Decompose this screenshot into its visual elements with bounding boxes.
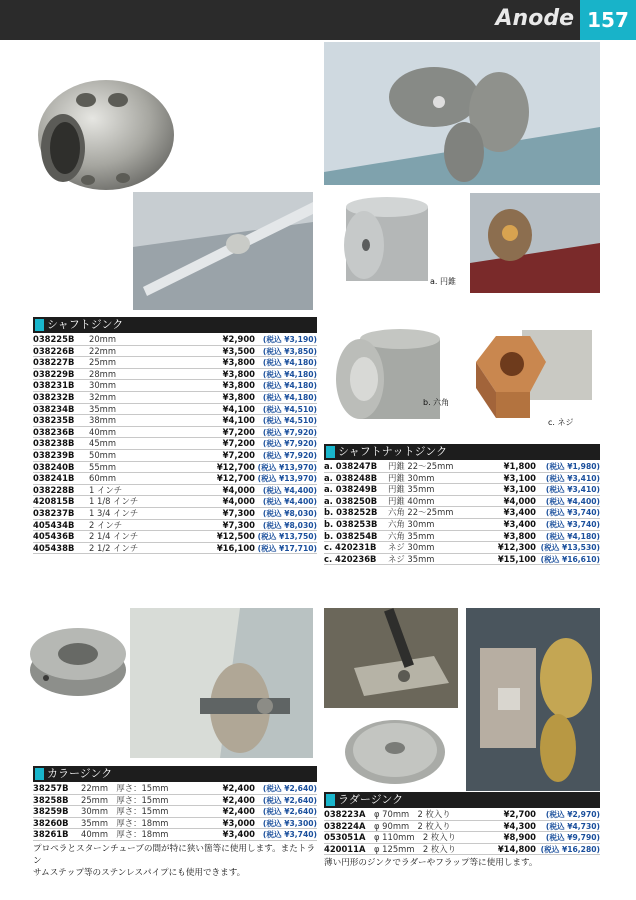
rudder-zinc-photo xyxy=(334,708,456,790)
table-row xyxy=(33,818,317,830)
hex-nut-zinc-photo xyxy=(330,325,455,435)
product-price: ¥3,800 xyxy=(222,357,255,368)
table-row xyxy=(33,346,317,358)
product-code: 38261B xyxy=(33,829,69,840)
product-code: 038225B xyxy=(33,334,75,344)
collar-install-photo xyxy=(130,608,313,758)
table-row xyxy=(33,427,317,439)
product-code: 038229B xyxy=(33,368,75,379)
product-price: ¥7,300 xyxy=(222,507,255,518)
table-row xyxy=(33,543,317,555)
product-code: a. 038247B xyxy=(324,461,378,471)
rudder-zinc-heading: ラダージンク xyxy=(324,792,600,808)
product-size: 40mm 厚さ：18mm xyxy=(81,829,169,840)
product-size: 円錐 30mm xyxy=(388,472,435,483)
tax-included-price: (税込 ¥16,280) xyxy=(540,844,600,854)
tax-included-price: (税込 ¥3,190) xyxy=(262,335,317,344)
table-row xyxy=(324,809,600,821)
table-row xyxy=(33,438,317,450)
product-size: φ 70mm 2 枚入り xyxy=(374,809,451,819)
table-row xyxy=(324,484,600,496)
table-row xyxy=(33,473,317,485)
product-size: 60mm xyxy=(89,473,116,484)
tax-included-price: (税込 ¥4,510) xyxy=(262,416,317,426)
product-code: a. 038248B xyxy=(324,472,378,483)
table-row xyxy=(324,519,600,531)
table-row xyxy=(324,461,600,473)
tax-included-price: (税込 ¥16,610) xyxy=(540,554,600,564)
tax-included-price: (税込 ¥7,920) xyxy=(262,450,317,460)
shaft-zinc-table xyxy=(33,334,317,554)
tax-included-price: (税込 ¥4,730) xyxy=(545,821,600,831)
product-code: 038240B xyxy=(33,461,75,472)
tax-included-price: (税込 ¥3,410) xyxy=(545,485,600,495)
product-size: 25mm xyxy=(89,357,116,368)
product-code: 038239B xyxy=(33,449,75,460)
product-price: ¥3,100 xyxy=(503,472,536,483)
product-price: ¥8,900 xyxy=(503,832,536,843)
table-row xyxy=(33,485,317,497)
product-code: 38259B xyxy=(33,806,69,817)
table-row xyxy=(33,806,317,818)
tax-included-price: (税込 ¥2,970) xyxy=(545,810,600,819)
table-row xyxy=(324,821,600,833)
product-size: 2 インチ xyxy=(89,519,123,530)
product-price: ¥2,400 xyxy=(222,794,255,805)
collar-note-line-2: サムステップ等のステンレスパイプにも使用できます。 xyxy=(33,868,246,878)
product-price: ¥3,400 xyxy=(503,518,536,529)
shaft-zinc-photo xyxy=(28,70,178,195)
table-row xyxy=(324,531,600,543)
product-price: ¥2,400 xyxy=(222,783,255,793)
product-code: b. 038253B xyxy=(324,518,378,529)
table-row xyxy=(324,844,600,856)
product-size: 円錐 35mm xyxy=(388,484,435,495)
shaft-install-photo xyxy=(133,192,313,310)
collar-note-line-1: プロペラとスターンチューブの間が特に狭い箇等に使用します。またトラン xyxy=(33,844,316,866)
product-size: 35mm xyxy=(89,403,116,414)
tax-included-price: (税込 ¥2,640) xyxy=(262,807,317,817)
product-price: ¥4,000 xyxy=(222,496,255,507)
product-size: 円錐 22～25mm xyxy=(388,461,454,471)
product-code: 420011A xyxy=(324,843,366,854)
product-size: 1 3/4 インチ xyxy=(89,507,139,518)
product-size: ネジ 35mm xyxy=(388,553,435,564)
product-size: 50mm xyxy=(89,449,116,460)
product-price: ¥3,100 xyxy=(503,484,536,495)
product-size: φ 90mm 2 枚入り xyxy=(374,820,451,831)
tax-included-price: (税込 ¥8,030) xyxy=(262,508,317,518)
product-price: ¥3,400 xyxy=(222,829,255,840)
collar-zinc-photo xyxy=(22,608,134,706)
product-price: ¥4,100 xyxy=(222,403,255,414)
caption-cone: a. 円錐 xyxy=(430,277,456,286)
table-row xyxy=(33,520,317,532)
tax-included-price: (税込 ¥7,920) xyxy=(262,439,317,449)
product-size: 六角 22～25mm xyxy=(388,507,454,518)
collar-zinc-table xyxy=(33,783,317,841)
tax-included-price: (税込 ¥13,970) xyxy=(257,474,317,484)
product-price: ¥4,300 xyxy=(503,820,536,831)
product-price: ¥4,000 xyxy=(222,484,255,495)
shaft-nut-zinc-heading: シャフトナットジンク xyxy=(324,444,600,460)
product-code: 420815B xyxy=(33,496,75,507)
product-price: ¥1,800 xyxy=(503,461,536,471)
product-code: 038226B xyxy=(33,345,75,356)
collar-zinc-note xyxy=(33,843,323,879)
product-code: a. 038250B xyxy=(324,495,378,506)
product-code: 405436B xyxy=(33,531,75,542)
category-title: Anode xyxy=(495,6,574,31)
table-row xyxy=(33,380,317,392)
table-row xyxy=(33,357,317,369)
product-size: 円錐 40mm xyxy=(388,495,435,506)
tax-included-price: (税込 ¥13,530) xyxy=(540,543,600,553)
product-code: 38260B xyxy=(33,817,69,828)
product-code: 038232B xyxy=(33,391,75,402)
product-code: 405438B xyxy=(33,542,75,553)
product-code: b. 038254B xyxy=(324,530,378,541)
product-price: ¥15,100 xyxy=(497,553,536,564)
product-code: 038223A xyxy=(324,809,366,819)
table-row xyxy=(324,832,600,844)
product-price: ¥12,700 xyxy=(216,473,255,484)
product-price: ¥2,400 xyxy=(222,806,255,817)
product-price: ¥7,200 xyxy=(222,449,255,460)
product-code: 038224A xyxy=(324,820,366,831)
product-code: a. 038249B xyxy=(324,484,378,495)
product-size: 2 1/2 インチ xyxy=(89,542,139,553)
tax-included-price: (税込 ¥4,510) xyxy=(262,404,317,414)
product-price: ¥14,800 xyxy=(497,843,536,854)
table-row xyxy=(33,450,317,462)
rudder-note-line-1: 薄い円形のジンクでラダーやフラップ等に使用します。 xyxy=(324,858,538,868)
product-code: c. 420231B xyxy=(324,542,377,553)
product-price: ¥3,800 xyxy=(503,530,536,541)
tax-included-price: (税込 ¥4,400) xyxy=(262,497,317,507)
product-code: 038241B xyxy=(33,473,75,484)
tax-included-price: (税込 ¥3,740) xyxy=(262,830,317,840)
tax-included-price: (税込 ¥2,640) xyxy=(262,795,317,805)
table-row xyxy=(33,783,317,795)
table-row xyxy=(324,542,600,554)
product-price: ¥4,100 xyxy=(222,415,255,426)
product-price: ¥3,400 xyxy=(503,507,536,518)
product-size: 22mm 厚さ：15mm xyxy=(81,783,169,793)
screw-nut-zinc-photo xyxy=(460,322,600,432)
product-size: 55mm xyxy=(89,461,116,472)
table-row xyxy=(33,369,317,381)
product-price: ¥7,200 xyxy=(222,426,255,437)
product-price: ¥12,700 xyxy=(216,461,255,472)
product-price: ¥16,100 xyxy=(216,542,255,553)
tax-included-price: (税込 ¥13,750) xyxy=(257,532,317,542)
tax-included-price: (税込 ¥1,980) xyxy=(545,462,600,471)
product-code: 038227B xyxy=(33,357,75,368)
product-code: c. 420236B xyxy=(324,553,377,564)
product-size: ネジ 30mm xyxy=(388,542,435,553)
tax-included-price: (税込 ¥4,180) xyxy=(262,358,317,368)
rudder-zinc-note xyxy=(324,857,600,869)
propeller-photo xyxy=(324,42,600,185)
product-size: 40mm xyxy=(89,426,116,437)
tax-included-price: (税込 ¥13,970) xyxy=(257,462,317,472)
tax-included-price: (税込 ¥4,180) xyxy=(262,369,317,379)
table-row xyxy=(324,496,600,508)
product-price: ¥7,300 xyxy=(222,519,255,530)
table-row xyxy=(324,554,600,566)
product-size: φ 125mm 2 枚入り xyxy=(374,843,456,854)
product-price: ¥3,800 xyxy=(222,391,255,402)
table-row xyxy=(33,508,317,520)
product-size: 22mm xyxy=(89,345,116,356)
product-code: 38257B xyxy=(33,783,69,793)
product-price: ¥12,500 xyxy=(216,531,255,542)
tax-included-price: (税込 ¥7,920) xyxy=(262,427,317,437)
table-row xyxy=(33,392,317,404)
product-size: 六角 35mm xyxy=(388,530,435,541)
product-code: 038228B xyxy=(33,484,75,495)
product-price: ¥3,000 xyxy=(222,817,255,828)
product-size: 2 1/4 インチ xyxy=(89,531,139,542)
tax-included-price: (税込 ¥3,740) xyxy=(545,508,600,518)
product-code: 405434B xyxy=(33,519,75,530)
product-size: 20mm xyxy=(89,334,116,344)
product-price: ¥4,000 xyxy=(503,495,536,506)
tax-included-price: (税込 ¥4,180) xyxy=(545,531,600,541)
collar-zinc-heading: カラージンク xyxy=(33,766,317,782)
caption-hex: b. 六角 xyxy=(423,398,450,407)
tax-included-price: (税込 ¥17,710) xyxy=(257,543,317,553)
table-row xyxy=(324,507,600,519)
product-code: 038234B xyxy=(33,403,75,414)
product-size: 六角 30mm xyxy=(388,518,435,529)
product-size: 28mm xyxy=(89,368,116,379)
product-price: ¥2,900 xyxy=(222,334,255,344)
table-row xyxy=(33,415,317,427)
product-price: ¥3,800 xyxy=(222,368,255,379)
product-code: 038238B xyxy=(33,438,75,449)
product-code: 038236B xyxy=(33,426,75,437)
rudder-zinc-table xyxy=(324,809,600,855)
product-price: ¥12,300 xyxy=(497,542,536,553)
tax-included-price: (税込 ¥9,790) xyxy=(545,833,600,843)
tax-included-price: (税込 ¥8,030) xyxy=(262,520,317,530)
product-size: 38mm xyxy=(89,415,116,426)
table-row xyxy=(33,829,317,841)
product-size: 25mm 厚さ：15mm xyxy=(81,794,169,805)
table-row xyxy=(324,473,600,485)
product-price: ¥3,500 xyxy=(222,345,255,356)
shaft-nut-zinc-table xyxy=(324,461,600,565)
table-row xyxy=(33,334,317,346)
product-size: 35mm 厚さ：18mm xyxy=(81,817,169,828)
product-price: ¥2,700 xyxy=(503,809,536,819)
product-code: 053051A xyxy=(324,832,366,843)
tax-included-price: (税込 ¥4,180) xyxy=(262,392,317,402)
tax-included-price: (税込 ¥3,850) xyxy=(262,346,317,356)
product-code: b. 038252B xyxy=(324,507,378,518)
tax-included-price: (税込 ¥3,740) xyxy=(545,519,600,529)
shaft-zinc-heading: シャフトジンク xyxy=(33,317,317,333)
product-size: 1 インチ xyxy=(89,484,123,495)
tax-included-price: (税込 ¥3,300) xyxy=(262,818,317,828)
tax-included-price: (税込 ¥2,640) xyxy=(262,784,317,793)
tax-included-price: (税込 ¥3,410) xyxy=(545,473,600,483)
table-row xyxy=(33,404,317,416)
page-header xyxy=(0,0,636,40)
tax-included-price: (税込 ¥4,400) xyxy=(262,485,317,495)
product-code: 038235B xyxy=(33,415,75,426)
product-code: 38258B xyxy=(33,794,69,805)
product-size: 1 1/8 インチ xyxy=(89,496,139,507)
product-size: φ 110mm 2 枚入り xyxy=(374,832,456,843)
product-price: ¥7,200 xyxy=(222,438,255,449)
table-row xyxy=(33,462,317,474)
rudder-prop-photo xyxy=(466,608,600,791)
product-code: 038231B xyxy=(33,380,75,391)
page-number: 157 xyxy=(580,0,636,40)
table-row xyxy=(33,795,317,807)
tax-included-price: (税込 ¥4,400) xyxy=(545,496,600,506)
rudder-install-photo xyxy=(324,608,458,708)
product-size: 32mm xyxy=(89,391,116,402)
shaft-nut-install-photo xyxy=(470,193,600,293)
product-code: 038237B xyxy=(33,507,75,518)
table-row xyxy=(33,531,317,543)
product-size: 45mm xyxy=(89,438,116,449)
tax-included-price: (税込 ¥4,180) xyxy=(262,381,317,391)
table-row xyxy=(33,496,317,508)
caption-screw: c. ネジ xyxy=(548,418,574,427)
product-price: ¥3,800 xyxy=(222,380,255,391)
product-size: 30mm xyxy=(89,380,116,391)
product-size: 30mm 厚さ：15mm xyxy=(81,806,169,817)
